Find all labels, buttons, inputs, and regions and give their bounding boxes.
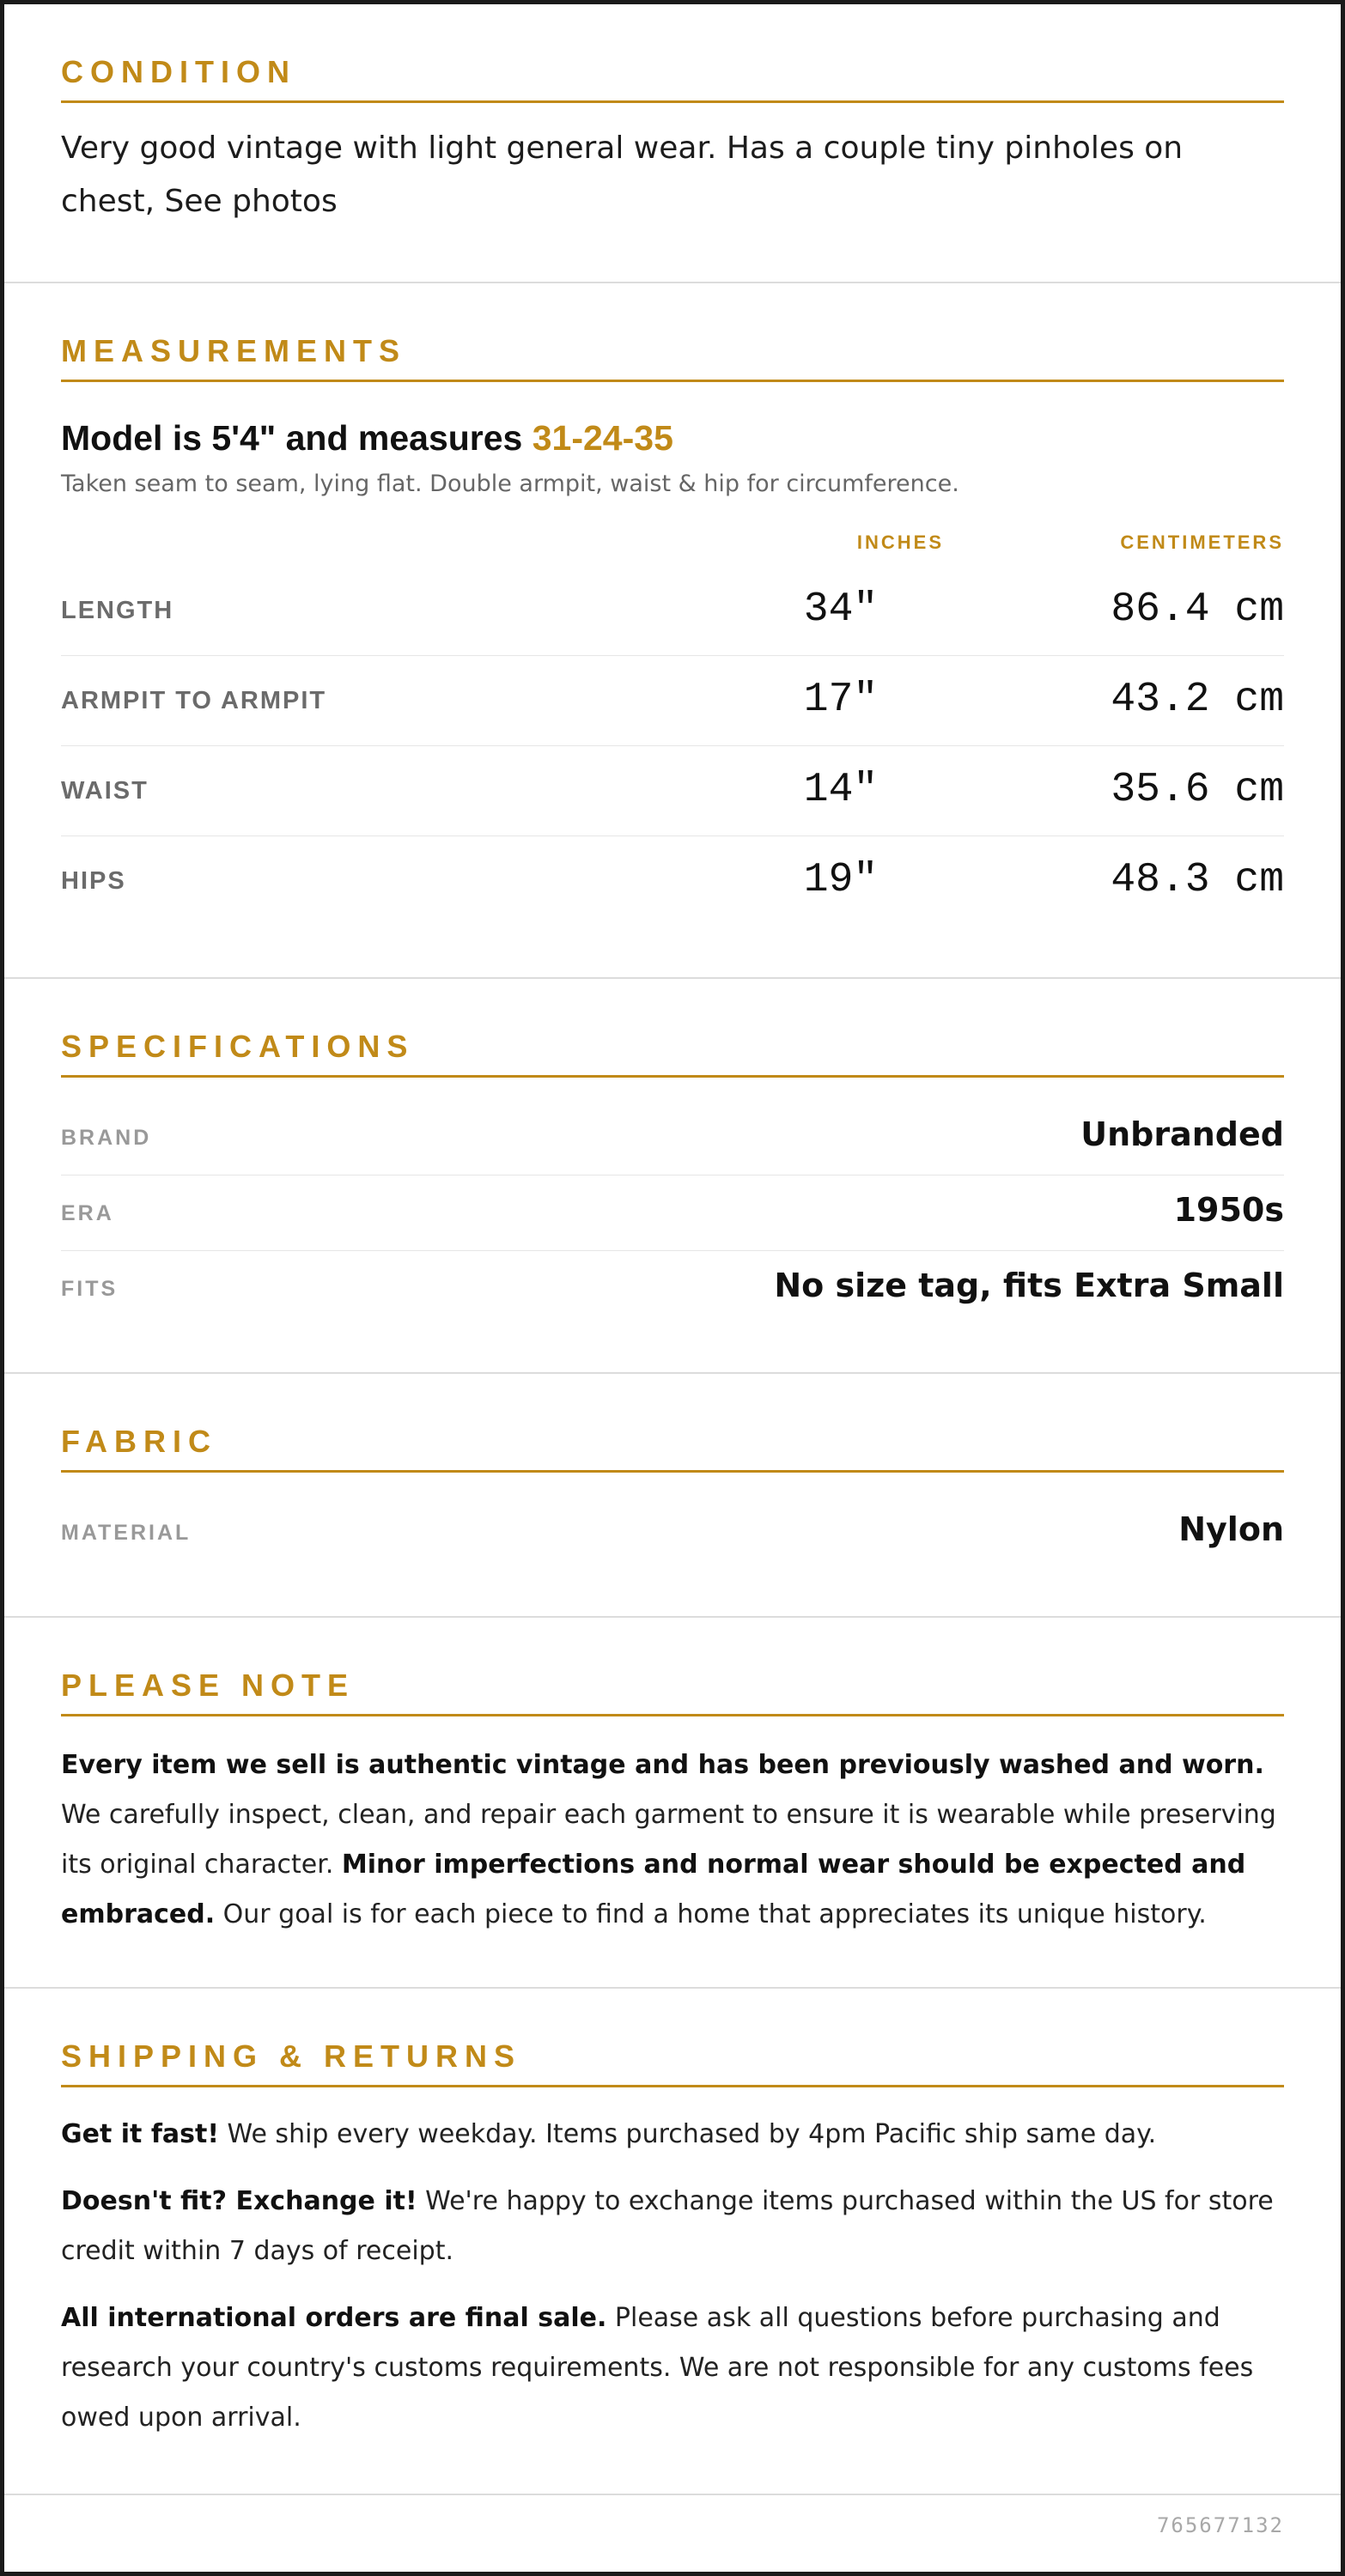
spec-value: Nylon bbox=[1178, 1510, 1284, 1548]
shipping-bold-3: All international orders are final sale. bbox=[61, 2303, 607, 2333]
condition-title: CONDITION bbox=[61, 56, 1284, 103]
measurement-row bbox=[61, 656, 1284, 746]
spec-label: FITS bbox=[61, 1277, 119, 1301]
specifications-list bbox=[61, 1100, 1284, 1326]
shipping-paragraph-1 bbox=[61, 2110, 1284, 2160]
shipping-paragraph-2 bbox=[61, 2177, 1284, 2276]
spec-label: MATERIAL bbox=[61, 1521, 192, 1545]
specifications-section bbox=[4, 979, 1341, 1374]
please-note-title: PLEASE NOTE bbox=[61, 1669, 1284, 1716]
measurement-row bbox=[61, 566, 1284, 656]
measurement-inches: 34" bbox=[803, 586, 879, 633]
measurement-cm: 48.3 cm bbox=[1111, 857, 1284, 903]
shipping-returns-title: SHIPPING & RETURNS bbox=[61, 2040, 1284, 2087]
spec-row-brand bbox=[61, 1100, 1284, 1176]
spec-value: Unbranded bbox=[1080, 1115, 1284, 1153]
measurements-section bbox=[4, 283, 1341, 979]
fabric-title: FABRIC bbox=[61, 1425, 1284, 1473]
spec-value: 1950s bbox=[1173, 1191, 1284, 1229]
shipping-bold-1: Get it fast! bbox=[61, 2119, 219, 2149]
measurement-inches: 19" bbox=[803, 857, 879, 903]
measurement-inches: 14" bbox=[803, 767, 879, 813]
measurement-row bbox=[61, 746, 1284, 836]
shipping-bold-2: Doesn't fit? Exchange it! bbox=[61, 2186, 417, 2216]
note-text-2: Our goal is for each piece to find a home that appreciates its unique history. bbox=[215, 1899, 1207, 1929]
note-bold-1: Every item we sell is authentic vintage and has been previously washed and worn. bbox=[61, 1750, 1264, 1780]
shipping-paragraph-3 bbox=[61, 2293, 1284, 2443]
spec-value: No size tag, fits Extra Small bbox=[774, 1267, 1284, 1304]
model-measurements bbox=[61, 416, 1284, 459]
spec-label: ERA bbox=[61, 1201, 114, 1225]
measurement-table bbox=[61, 566, 1284, 926]
fabric-list bbox=[61, 1495, 1284, 1570]
condition-section bbox=[4, 4, 1341, 283]
spec-row-fits bbox=[61, 1251, 1284, 1326]
measurement-note: Taken seam to seam, lying flat. Double armpit, waist & hip for circumference. bbox=[61, 471, 959, 497]
product-id: 765677132 bbox=[1156, 2513, 1284, 2537]
spec-label: BRAND bbox=[61, 1126, 152, 1150]
inches-column-header: INCHES bbox=[856, 532, 944, 553]
measurement-label: ARMPIT TO ARMPIT bbox=[61, 687, 327, 714]
spec-row-era bbox=[61, 1176, 1284, 1251]
measurement-cm: 35.6 cm bbox=[1111, 767, 1284, 813]
note-bold-2: Minor imperfections and normal wear should be expected and embraced. bbox=[61, 1850, 1246, 1929]
note-text-1: We carefully inspect, clean, and repair each garment to ensure it is wearable while preserving its original character. bbox=[61, 1800, 1276, 1880]
model-prefix: Model is 5'4" and measures bbox=[61, 418, 533, 458]
shipping-text-3: Please ask all questions before purchasing and research your country's customs requirements. We are not responsible for any customs fees owed upon arrival. bbox=[61, 2303, 1254, 2433]
specifications-title: SPECIFICATIONS bbox=[61, 1030, 1284, 1078]
measurement-inches: 17" bbox=[803, 677, 879, 723]
fabric-section bbox=[4, 1374, 1341, 1618]
measurement-cm: 43.2 cm bbox=[1111, 677, 1284, 723]
measurement-label: HIPS bbox=[61, 867, 126, 895]
shipping-text-1: We ship every weekday. Items purchased by 4pm Pacific ship same day. bbox=[219, 2119, 1157, 2149]
measurements-title: MEASUREMENTS bbox=[61, 335, 1284, 382]
model-measures-value: 31-24-35 bbox=[532, 418, 673, 458]
please-note-section bbox=[4, 1618, 1341, 1989]
measurement-label: WAIST bbox=[61, 777, 149, 805]
shipping-returns-section bbox=[4, 1989, 1341, 2495]
measurement-row bbox=[61, 836, 1284, 926]
please-note-text bbox=[61, 1741, 1284, 1940]
measurement-table-header bbox=[61, 532, 1284, 566]
condition-text: Very good vintage with light general wear. Has a couple tiny pinholes on chest, See photos bbox=[61, 131, 1184, 219]
measurement-cm: 86.4 cm bbox=[1111, 586, 1284, 633]
shipping-text-2: We're happy to exchange items purchased within the US for store credit within 7 days of receipt. bbox=[61, 2186, 1274, 2266]
centimeters-column-header: CENTIMETERS bbox=[1120, 532, 1284, 553]
measurement-label: LENGTH bbox=[61, 597, 174, 624]
spec-row-material bbox=[61, 1495, 1284, 1570]
